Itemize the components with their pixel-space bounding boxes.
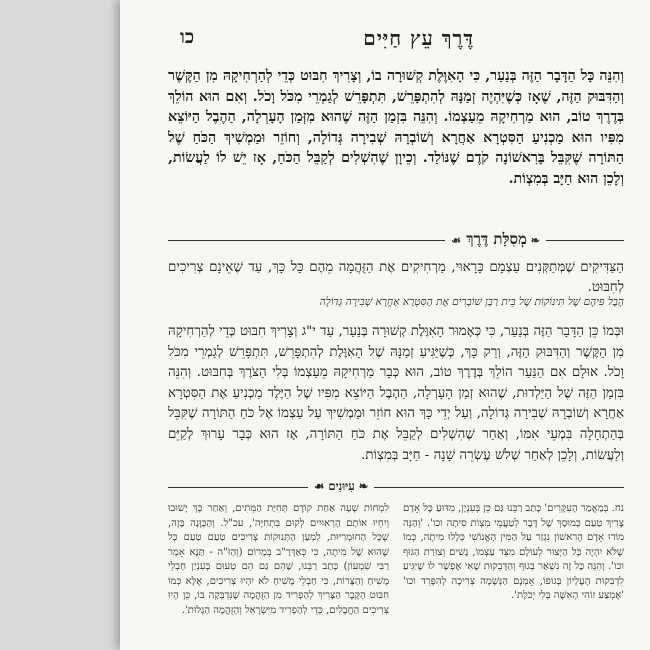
notes-divider <box>168 480 624 494</box>
notes-title-wrap <box>308 479 374 493</box>
section-title: מְסִלַּת דֶּרֶךְ <box>466 230 527 248</box>
section-title-wrap <box>445 230 546 249</box>
ornament-icon: ☙ <box>451 234 461 247</box>
ornament-icon: ❧ <box>526 234 540 247</box>
notes-column-right: נח. בְּמַאֲמַר הָעִקָּרִים' כָּתַב רַבֵּנוּ גַּם כֵּן בְּעִנְיָן, מִדּוּעַ כָּל אָדָם צָרִיךְ טַעַם כְּמוּסָךְ שֶׁל דָּבָר לְטַעֲמֵי מִצְוֹת סִיתָה וכו'. 'וְהַנֵּה מוֹדוּ אָדָם הָרִאשׁוֹן נִגְזַר עַל הַמִּין הָאֱנוֹשִׁי כְּלָלוּ מִיתָה, כְּמוֹ שֶׁלֹּא יִהְיֶה כָּל הַיְּצוּר לְעוֹלָם מִצֵּד עַצְמוֹ, נָשִׁים וְצוּרַת הַגּוּף וכו'. וְהִנֵּה כָּל זֶה נִשְׁאַר בְּגוּף וְהַדְּבֵקוּת שֶׁאִי אֶפְשָׁר לוֹ שֶׁיַּגִּיעַ לִדְבִקוּת הָעֶלְיוֹן בְּגוּפוֹ, אָמְנָם הַנְּשָׁמָה צְרִיכָה לְהִפָּרֵד וכו' 'אֶמְצַע זוֹהִי הָאִשָּׁה בְּלִי יְכֹלֶת'. <box>403 503 624 601</box>
running-title: דֶּרֶךְ עֵץ חַיִּים <box>363 26 474 50</box>
ornament-icon: ❧ <box>354 479 369 493</box>
ornament-icon: ☙ <box>314 479 325 493</box>
book-page <box>120 0 650 650</box>
body-text-paragraph: וּבְּמוֹ כֵּן הַדָּבָר הַזֶּה בְּנַעַר, כִּי כְּאָמוּר הָאִוֶּלֶת קְשׁוּרָה בְּנַעַר, עַד י"ג וְצָרִיךְ חִבּוּט כְּדֵי לְהַרְחִיקָהּ מִן הַקֶּשֶׁר וְהַדִּבּוּק הַזֶּה, וְרַק כָּךְ, כְּשֶׁיַּגִּיעַ זְמַנָּהּ שֶׁל הָאִוֶּלֶת לְהִתְפָּרֵשׁ, תִּתְפָּרֵשׁ לְגַמְרֵי מִכֹּל וָכֹל. אוּלָם אִם הַנַּעַר הוֹלֵךְ בְּדֶרֶךְ טוֹב, הוּא כְּבָר מַרְחִיקָהּ מֵעַצְמוֹ בְּלִי הַצֹּרֶךְ בְּחִבּוּט. וְהִנֵּה בִּזְמַן הַזֶּה שֶׁל הַיַּלְדוּת, שֶׁהוּא זְמַן הָעָרְלָה, הַהֶבֶל הַיּוֹצֵא מִפִּיו שֶׁל הַיֶּלֶד מַכְנִיעַ אֶת הַסִּטְרָא אַחֲרָא וְשׁוֹבְרָהּ שְׁבִירָה גְּדוֹלָה, וְעַל יְדֵי כָּךְ הוּא חוֹזֵר וּמַמְשִׁיךְ עַל עַצְמוֹ אֶל כֹּחַ הַתּוֹרָה שֶׁקִּבֵּל בְּהַתְחָלָה בִּמְעֵי אִמּוֹ, וְאַחַר שֶׁהִשְׁלִים לְקַבֵּל אֶת כֹּחַ הַתּוֹרָה, אָז הוּא כְּבָר עָרוּךְ לְקַיֵּם וְלַעֲשׂוֹת, וְלָכֵן לְאַחַר שְׁלֹשׁ עֶשְׂרֵה שָׁנָה - חַיָּב בְּמִצְוֹת. <box>168 324 624 463</box>
main-text-paragraph: וְהִנֵּה כָּל הַדָּבָר הַזֶּה בְּנַעַר, כִּי הָאִוֶּלֶת קְשׁוּרָה בוֹ, וְצָרִיךְ חִבּוּט כְּדֵי לְהַרְחִיקָהּ מִן הַקֶּשֶׁר וְהַדִּבּוּק הַזֶּה, שֶׁאָז כְּשֶׁיִּהְיֶה זְמַנָּהּ לְהִתְפָּרֵשׁ, תִּתְפָּרֵשׁ לְגַמְרֵי מִכֹּל וָכֹל. וְאִם הוּא הוֹלֵךְ בְּדֶרֶךְ טוֹב, הוּא מַרְחִיקָהּ מֵעַצְמוֹ. וְהִנֵּה בִּזְמַן הַזֶּה שֶׁהוּא מִזְּמַן הָעָרְלָה, הַהֶבֶל הַיּוֹצֵא מִפִּיו הוּא מַכְנִיעַ הַסִּטְרָא אַחֲרָא וְשׁוֹבְרָהּ שְׁבִירָה גְּדוֹלָה, וְחוֹזֵר וּמַמְשִׁיךְ הַכֹּחַ שֶׁל הַתּוֹרָה שֶׁקִּבֵּל בָּרִאשׁוֹנָה קֹדֶם שֶׁנּוֹלַד. וְכֵיוָן שֶׁהִשְׁלִים לְקַבֵּל הַכֹּחַ, אָז יֵשׁ לוֹ לַעֲשׂוֹת, וְלָכֵן הוּא חַיָּב בְּמִצְוֹת. <box>168 68 624 187</box>
page-header <box>168 26 624 50</box>
notes-title: עִיּוּנִים <box>328 479 355 493</box>
section-divider <box>168 232 624 248</box>
divider-rule <box>168 240 624 241</box>
page-number: כו <box>180 26 195 48</box>
page-content <box>168 0 624 650</box>
notes-section <box>168 502 624 638</box>
notes-column-left: לִמְחוֹת שָׁעָה אַחַת קוֹדֶם תְּחִיַּת הַמֵּתִים, וְאַחַר כָּךְ יָשׁוּבוּ וְיִחְיוּ אוֹתָם הָרְאוּיִים לְקוּם בִּתְחִיָּה', עכ"ל. וְהַכַּוָּנָה בָּזֶה, שֶׁכָּל הַחוּמְרִיּוּת, לְמַעַן הַתְּנוּקוֹת צְרִיכִים טַעַם טַעַם כָּל שֶׁהוּא שֶׁל מִיתָה, כִּי כְּאַדְּרַ"ב בְּמָרוֹם (וְהַזֹּ"ה - תַּנָּא אָמַר רַבִּי שִׁמְעוֹן) כְּתַב רַבֵּנוּ, שֶׁהֵם גַּם הֵם טְעוּם בְּעִנְיַן חַבְלֵי מָשִׁיחַ וְהַצָּרוֹת, כִּי חַבְלֵי מָשִׁיחַ לֹא יִהְיוּ צְרִיכִים, אֶלָּא כְּמוֹ חִבּוּט הַקֶּבֶר הַצָּרִיךְ לְהַפְרִיד מִן הַזֻּהֲמָה שֶׁנִּדְבְּקָה בּוֹ, כֵּן הָיוּ צְרִיכִים הַחֲבָלִים, כְּדֵי לְהַפְרִיד מִיִּשְׂרָאֵל וְהַזֻּהֲמָה הַגָּלוּת'. <box>168 503 389 616</box>
sub-text-paragraph: הַצַּדִּיקִים שֶׁמְּתַקְּנִים עַצְמָם כָּרָאוּי, מַרְחִיקִים אֶת הַזֻּהֲמָה מֵהֶם כָּל כָּךְ, עַד שֶׁאֵינָם צְרִיכִים לְחִבּוּט. <box>168 260 624 295</box>
notes-divider-rule <box>168 487 624 488</box>
quote-line: הֶבֶל פִּיהֶם שֶׁל תִּינוֹקוֹת שֶׁל בֵּית רַבָּן שׁוֹבְרִים אֶת הַסִּטְרָא אַחֲרָא שְׁבִירָה גְּדוֹלָה <box>319 296 624 308</box>
